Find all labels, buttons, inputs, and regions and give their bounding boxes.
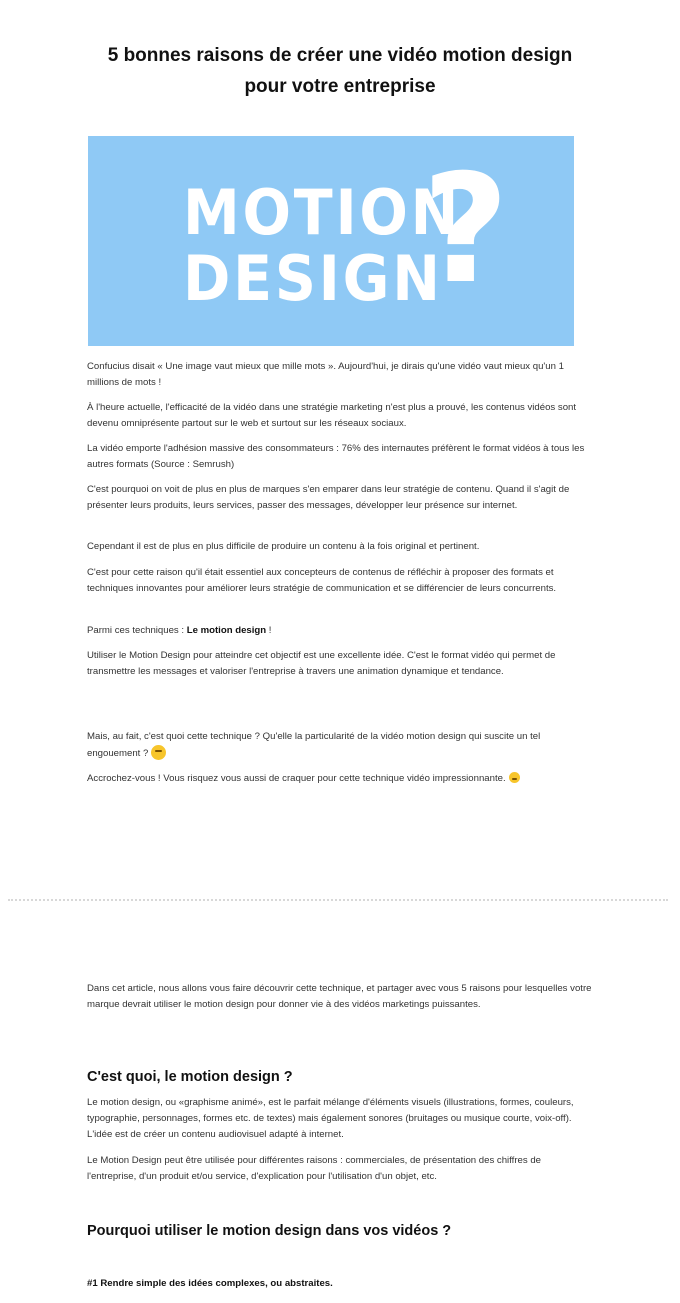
paragraph-statistics: La vidéo emporte l'adhésion massive des consommateurs : 76% des internautes préfèrent le format vidéos à tous les autres formats (Source : Semrush) bbox=[87, 443, 585, 470]
hook-text: Accrochez-vous ! Vous risquez vous aussi de craquer pour cette technique vidéo impressionnante. bbox=[87, 773, 506, 784]
paragraph-definition: Le motion design, ou «graphisme animé», est le parfait mélange d'éléments visuels (illustrations, formes, couleurs, typographie, personnages, formes etc. de textes) mais également sonores (bruitages ou musique courte, voix-off). L'idée est de créer un contenu audiovisuel adapté à internet. bbox=[87, 1097, 574, 1140]
hero-logo-text bbox=[183, 176, 462, 315]
question-mark-icon: ? bbox=[422, 143, 510, 317]
paragraph-uses: Le Motion Design peut être utilisée pour différentes raisons : commerciales, de présentation des chiffres de l'entreprise, d'un produit et/ou service, d'explication pour l'utilisation d'un objet, etc. bbox=[87, 1155, 541, 1182]
paragraph-difficulty: Cependant il est de plus en plus difficile de produire un contenu à la fois original et pertinent. bbox=[87, 541, 480, 552]
paragraph-article-overview: Dans cet article, nous allons vous faire découvrir cette technique, et partager avec vous 5 raisons pour lesquelles votre marque devrait utiliser le motion design pour donner vie à des vidéos marketings puissantes. bbox=[87, 983, 592, 1010]
heading-why-use-motion-design: Pourquoi utiliser le motion design dans vos vidéos ? bbox=[87, 1223, 452, 1239]
heading-what-is-motion-design: C'est quoi, le motion design ? bbox=[87, 1069, 293, 1085]
question-text: Mais, au fait, c'est quoi cette technique ? Qu'elle la particularité de la vidéo motion design qui suscite un tel engouement ? bbox=[87, 731, 541, 759]
paragraph-intro: Confucius disait « Une image vaut mieux que mille mots ». Aujourd'hui, je dirais qu'une vidéo vaut mieux qu'un 1 millions de mots ! bbox=[87, 361, 564, 388]
thinking-face-icon bbox=[151, 745, 166, 760]
article-title-line-2: pour votre entreprise bbox=[244, 76, 436, 97]
paragraph-innovation: C'est pour cette raison qu'il était essentiel aux concepteurs de contenus de réfléchir à proposer des formats et techniques innovantes pour améliorer leurs stratégie de communication et se différencier de leurs concurrents. bbox=[87, 567, 557, 594]
techniques-suffix: ! bbox=[266, 625, 272, 636]
article-title-line-1: 5 bonnes raisons de créer une vidéo motion design bbox=[107, 45, 573, 66]
paragraph-brands: C'est pourquoi on voit de plus en plus de marques s'en emparer dans leur stratégie de contenu. Quand il s'agit de présenter leurs produits, leurs services, passer des messages, développer leur présence sur internet. bbox=[87, 484, 570, 511]
paragraph-techniques bbox=[87, 623, 592, 639]
smiling-face-icon bbox=[509, 772, 520, 783]
paragraph-usage: Utiliser le Motion Design pour atteindre cet objectif est une excellente idée. C'est le format vidéo qui permet de transmettre les messages et valoriser l'entreprise à travers une animation dynamique et tendance. bbox=[87, 650, 556, 677]
hero-word-design: DESIGN bbox=[183, 242, 443, 315]
paragraph-question bbox=[87, 729, 592, 762]
techniques-prefix: Parmi ces techniques : bbox=[87, 625, 187, 636]
paragraph-efficacy: À l'heure actuelle, l'efficacité de la vidéo dans une stratégie marketing n'est plus a prouvé, les contenus vidéos sont devenu omniprésente partout sur le web et surtout sur les réseaux sociaux. bbox=[87, 402, 577, 429]
techniques-highlight: Le motion design bbox=[186, 625, 267, 636]
heading-reason-1: #1 Rendre simple des idées complexes, ou abstraites. bbox=[87, 1278, 333, 1289]
article-title bbox=[0, 40, 680, 102]
section-divider bbox=[8, 899, 668, 901]
paragraph-hook bbox=[87, 771, 592, 787]
motion-design-hero-image bbox=[88, 136, 574, 346]
hero-word-motion: MOTION bbox=[183, 176, 462, 249]
